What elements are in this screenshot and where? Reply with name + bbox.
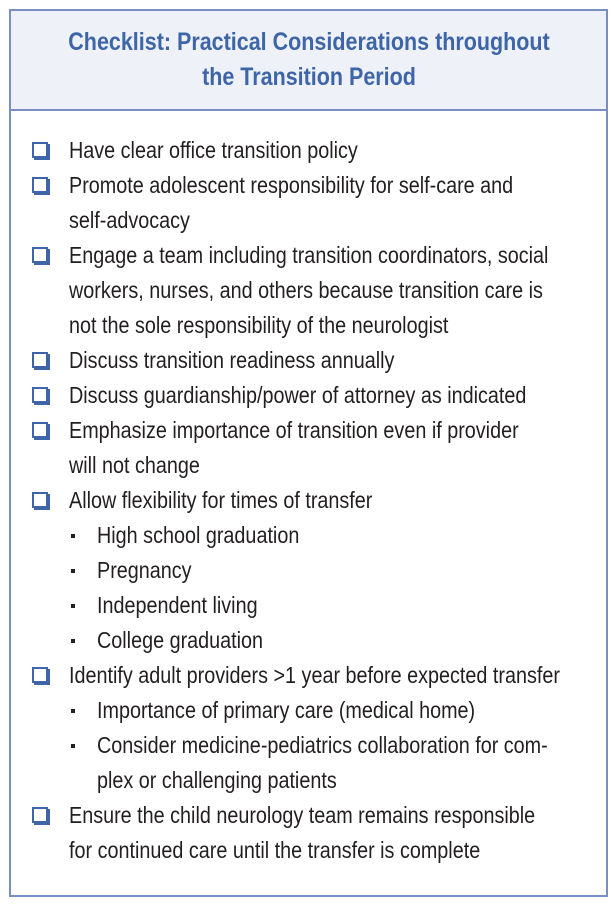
checkbox-icon	[32, 177, 48, 193]
checklist-item	[29, 798, 589, 868]
checklist-subitem-line: Importance of primary care (medical home)	[97, 697, 476, 723]
checklist-item-text	[69, 343, 602, 378]
checkbox-icon	[32, 492, 48, 508]
checklist-item-line: Emphasize importance of transition even if provider	[69, 417, 519, 443]
checklist-item	[29, 133, 589, 168]
checkbox-icon	[32, 807, 48, 823]
checklist-item-line: Allow flexibility for times of transfer	[69, 487, 373, 513]
checklist-item-text	[69, 413, 602, 483]
checklist-subitem	[29, 518, 589, 553]
checklist-item	[29, 378, 589, 413]
title-line-1: Checklist: Practical Considerations throughout	[67, 28, 550, 56]
checklist-subitem-text	[97, 693, 616, 728]
checklist-item-line: Have clear office transition policy	[69, 137, 358, 163]
checklist-item-text	[69, 798, 602, 868]
checklist-item-text	[69, 378, 602, 413]
checklist-item-line: Discuss guardianship/power of attorney as indicated	[69, 382, 527, 408]
checklist-item	[29, 238, 589, 343]
checklist-item-line: for continued care until the transfer is complete	[69, 837, 481, 863]
square-bullet-icon	[71, 639, 75, 643]
checklist-item-text	[69, 483, 602, 518]
title-line-2: the Transition Period	[201, 63, 416, 91]
checklist-item-line: Engage a team including transition coordinators, social	[69, 242, 549, 268]
checklist-subitem-text	[97, 623, 616, 658]
checklist-item-line: self-advocacy	[69, 207, 190, 233]
checklist-item-line: workers, nurses, and others because transition care is	[69, 277, 543, 303]
checklist-subitem-text	[97, 518, 616, 553]
checklist-subitem	[29, 588, 589, 623]
checklist-subitem-line: Independent living	[97, 592, 258, 618]
square-bullet-icon	[71, 744, 75, 748]
checkbox-icon	[32, 142, 48, 158]
square-bullet-icon	[71, 534, 75, 538]
checklist-item-line: Identify adult providers >1 year before expected transfer	[69, 662, 560, 688]
checklist-subitem	[29, 693, 589, 728]
checklist-subitem-text	[97, 728, 616, 798]
checklist-item-line: not the sole responsibility of the neurologist	[69, 312, 449, 338]
checklist-item	[29, 483, 589, 518]
checklist-item-line: Promote adolescent responsibility for self-care and	[69, 172, 514, 198]
checklist-item-line: will not change	[69, 452, 200, 478]
checklist-subitem	[29, 728, 589, 798]
checkbox-icon	[32, 667, 48, 683]
checklist-item	[29, 168, 589, 238]
checkbox-icon	[32, 247, 48, 263]
checklist-item-line: Ensure the child neurology team remains responsible	[69, 802, 536, 828]
checklist-subitem	[29, 553, 589, 588]
checklist-item	[29, 413, 589, 483]
checklist-item-text	[69, 168, 602, 238]
checklist-subitem-line: College graduation	[97, 627, 264, 653]
square-bullet-icon	[71, 604, 75, 608]
checklist-box	[9, 9, 608, 897]
checklist-subitem-line: Consider medicine-pediatrics collaboration for com-	[97, 732, 548, 758]
square-bullet-icon	[71, 569, 75, 573]
checklist-title	[33, 25, 583, 95]
checklist-subitem-text	[97, 588, 616, 623]
square-bullet-icon	[71, 709, 75, 713]
checklist-item	[29, 343, 589, 378]
checklist-header	[11, 11, 606, 111]
checklist-items	[29, 133, 589, 868]
checklist-item-text	[69, 133, 602, 168]
checklist-item	[29, 658, 589, 693]
checklist-subitem	[29, 623, 589, 658]
checklist-subitem-line: Pregnancy	[97, 557, 192, 583]
checklist-item-line: Discuss transition readiness annually	[69, 347, 395, 373]
checkbox-icon	[32, 422, 48, 438]
checklist-subitem-text	[97, 553, 616, 588]
checklist-subitem-line: plex or challenging patients	[97, 767, 337, 793]
checklist-subitem-line: High school graduation	[97, 522, 300, 548]
checkbox-icon	[32, 352, 48, 368]
checkbox-icon	[32, 387, 48, 403]
checklist-item-text	[69, 658, 602, 693]
checklist-item-text	[69, 238, 602, 343]
